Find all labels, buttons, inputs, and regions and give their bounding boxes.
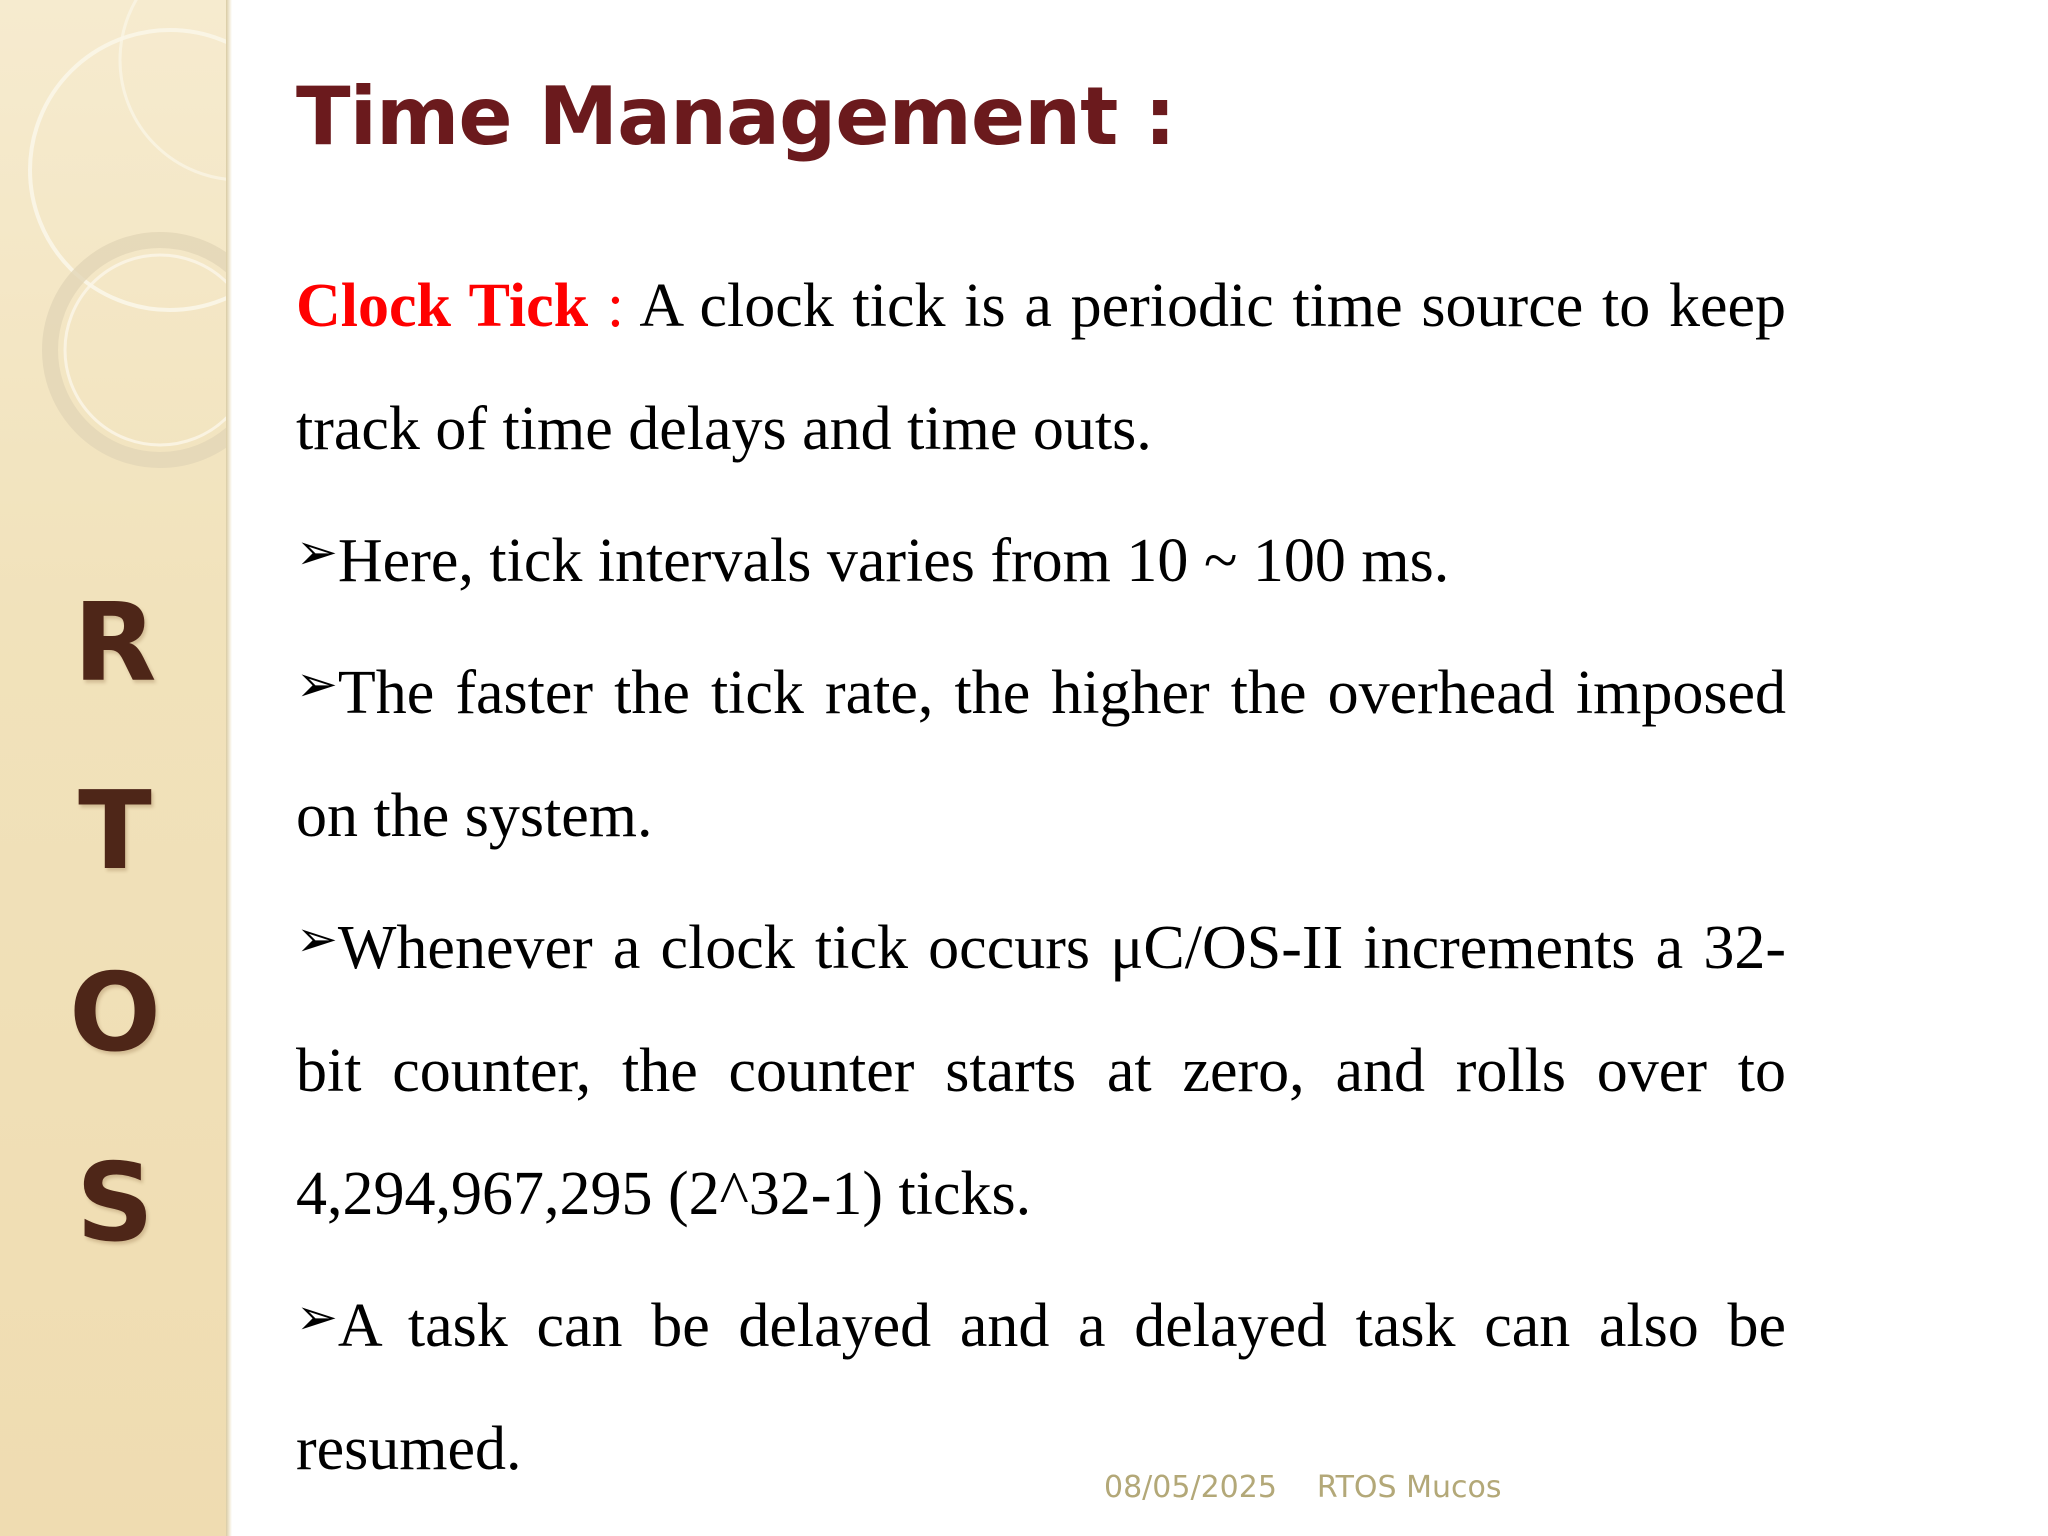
sidebar-letter-r: R	[73, 581, 157, 706]
bullet-item	[296, 491, 1786, 623]
sidebar-letter-o: O	[69, 951, 161, 1076]
sidebar-letter-s: S	[76, 1141, 154, 1266]
slide-title: Time Management :	[296, 70, 1176, 163]
clock-tick-label: Clock Tick	[296, 272, 589, 340]
bullet-item	[296, 878, 1786, 1256]
arrow-bullet-icon: ➢	[296, 1288, 338, 1346]
bullet-item	[296, 623, 1786, 878]
bullet-item	[296, 1256, 1786, 1511]
slide-footer	[1104, 1470, 1501, 1505]
sidebar-letter-t: T	[78, 769, 152, 894]
bullet-text: Here, tick intervals varies from 10 ~ 100 ms.	[337, 527, 1450, 595]
bullet-text: The faster the tick rate, the higher the overhead imposed on the system.	[296, 659, 1786, 850]
arrow-bullet-icon: ➢	[296, 655, 338, 713]
decorative-rings	[0, 0, 226, 520]
sidebar-panel	[0, 0, 226, 1536]
footer-label: RTOS Mucos	[1316, 1470, 1502, 1505]
label-colon: :	[588, 272, 625, 340]
arrow-bullet-icon: ➢	[296, 910, 338, 968]
intro-paragraph	[296, 245, 1786, 491]
footer-date: 08/05/2025	[1104, 1470, 1277, 1505]
sidebar-divider	[226, 0, 232, 1536]
arrow-bullet-icon: ➢	[296, 523, 338, 581]
intro-text: A clock tick is a periodic time source to keep track of time delays and time outs.	[296, 272, 1786, 463]
bullet-text: Whenever a clock tick occurs μC/OS-II increments a 32- bit counter, the counter starts at zero, and rolls over to 4,294,967,295 (2^32-1) ticks.	[296, 914, 1786, 1228]
bullet-text: A task can be delayed and a delayed task can also be resumed.	[296, 1292, 1786, 1483]
slide-content	[296, 245, 1786, 1511]
